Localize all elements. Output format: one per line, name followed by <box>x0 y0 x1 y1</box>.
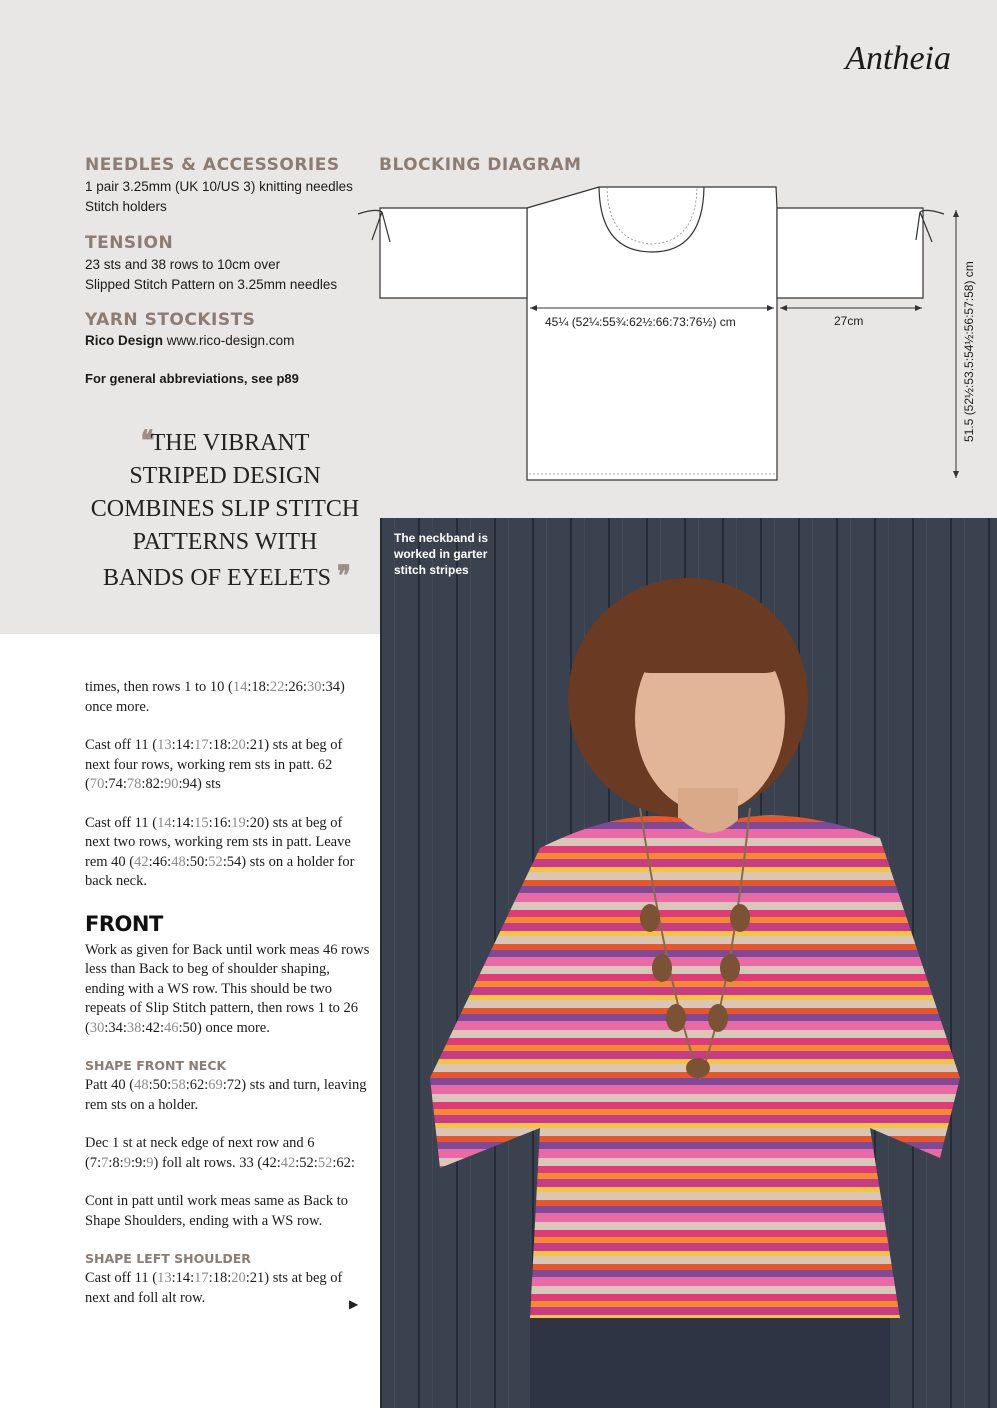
sleeve-label: 27cm <box>834 314 864 328</box>
pattern-paragraph: Cast off 11 (13:14:17:18:20:21) sts at beg of next four rows, working rem sts in patt. 62 (70:74:78:82:90:94) sts <box>85 737 343 792</box>
width-label: 45¼ (52¼:55¾:62½:66:73:76½) cm <box>545 315 736 329</box>
yarn-body <box>85 331 294 351</box>
tension-line: Slipped Stitch Pattern on 3.25mm needles <box>85 276 338 292</box>
pattern-paragraph: Cast off 11 (13:14:17:18:20:21) sts at beg of next and foll alt row. <box>85 1270 343 1306</box>
tension-line: 23 sts and 38 rows to 10cm over <box>85 257 281 272</box>
left-sleeve-outline <box>380 208 527 298</box>
quote-line: PATTERNS WITH <box>132 529 318 555</box>
pattern-text <box>85 678 370 1327</box>
pattern-paragraph: Cast off 11 (14:14:15:16:19:20) sts at beg of next two rows, working rem sts in patt. Leave rem 40 (42:46:48:50:52:54) sts on a holder for back neck. <box>85 814 355 889</box>
blocking-diagram <box>350 180 990 490</box>
photo-caption: The neckband is worked in garter stitch stripes <box>394 531 489 577</box>
continue-arrow-icon: ▶ <box>349 1297 359 1311</box>
model-photo <box>380 518 997 1408</box>
pattern-paragraph: times, then rows 1 to 10 (14:18:22:26:30:34) once more. <box>85 679 345 715</box>
garment-outline <box>527 187 777 480</box>
shape-left-shoulder-heading: SHAPE LEFT SHOULDER <box>85 1251 251 1266</box>
pattern-paragraph: Cont in patt until work meas same as Back to Shape Shoulders, ending with a WS row. <box>85 1193 348 1229</box>
yarn-url[interactable]: www.rico-design.com <box>166 333 295 348</box>
length-label: 51.5 (52½:53.5:54½:56:57:58) cm <box>962 261 976 442</box>
open-quote-icon: ❛❛ <box>140 424 151 457</box>
pattern-paragraph: Patt 40 (48:50:58:62:69:72) sts and turn, leaving rem sts on a holder. <box>85 1077 367 1113</box>
needles-line: 1 pair 3.25mm (UK 10/US 3) knitting needles <box>85 179 353 194</box>
yarn-brand: Rico Design <box>85 333 164 348</box>
quote-line: STRIPED DESIGN <box>129 463 321 489</box>
abbreviations-note: For general abbreviations, see p89 <box>85 371 299 386</box>
needles-line: Stitch holders <box>85 198 167 214</box>
yarn-heading: YARN STOCKISTS <box>85 310 256 330</box>
tension-body <box>85 255 337 294</box>
quote-line: BANDS OF EYELETS ❜❜ <box>102 559 348 592</box>
diagram-heading: BLOCKING DIAGRAM <box>379 155 582 175</box>
quote-line: ❛❛THE VIBRANT <box>140 424 310 457</box>
pattern-paragraph: Dec 1 st at neck edge of next row and 6 (7:7:8:9:9:9) foll alt rows. 33 (42:42:52:52:62: <box>85 1135 355 1171</box>
close-quote-icon: ❜❜ <box>336 559 348 592</box>
right-sleeve-outline <box>777 208 923 298</box>
quote-line: COMBINES SLIP STITCH <box>90 496 360 522</box>
needles-heading: NEEDLES & ACCESSORIES <box>85 155 340 175</box>
tension-heading: TENSION <box>85 233 174 253</box>
needles-body <box>85 177 353 216</box>
pull-quote <box>80 424 370 595</box>
pattern-paragraph: Work as given for Back until work meas 46 rows less than Back to beg of shoulder shaping, ending with a WS row. This should be two repeats of Slip Stitch pattern, then rows 1 to 26 (30:34:38:42:46:50) once more. <box>85 941 370 1036</box>
page-title: Antheia <box>845 40 951 77</box>
front-heading: FRONT <box>85 911 163 936</box>
shape-front-neck-heading: SHAPE FRONT NECK <box>85 1058 227 1073</box>
